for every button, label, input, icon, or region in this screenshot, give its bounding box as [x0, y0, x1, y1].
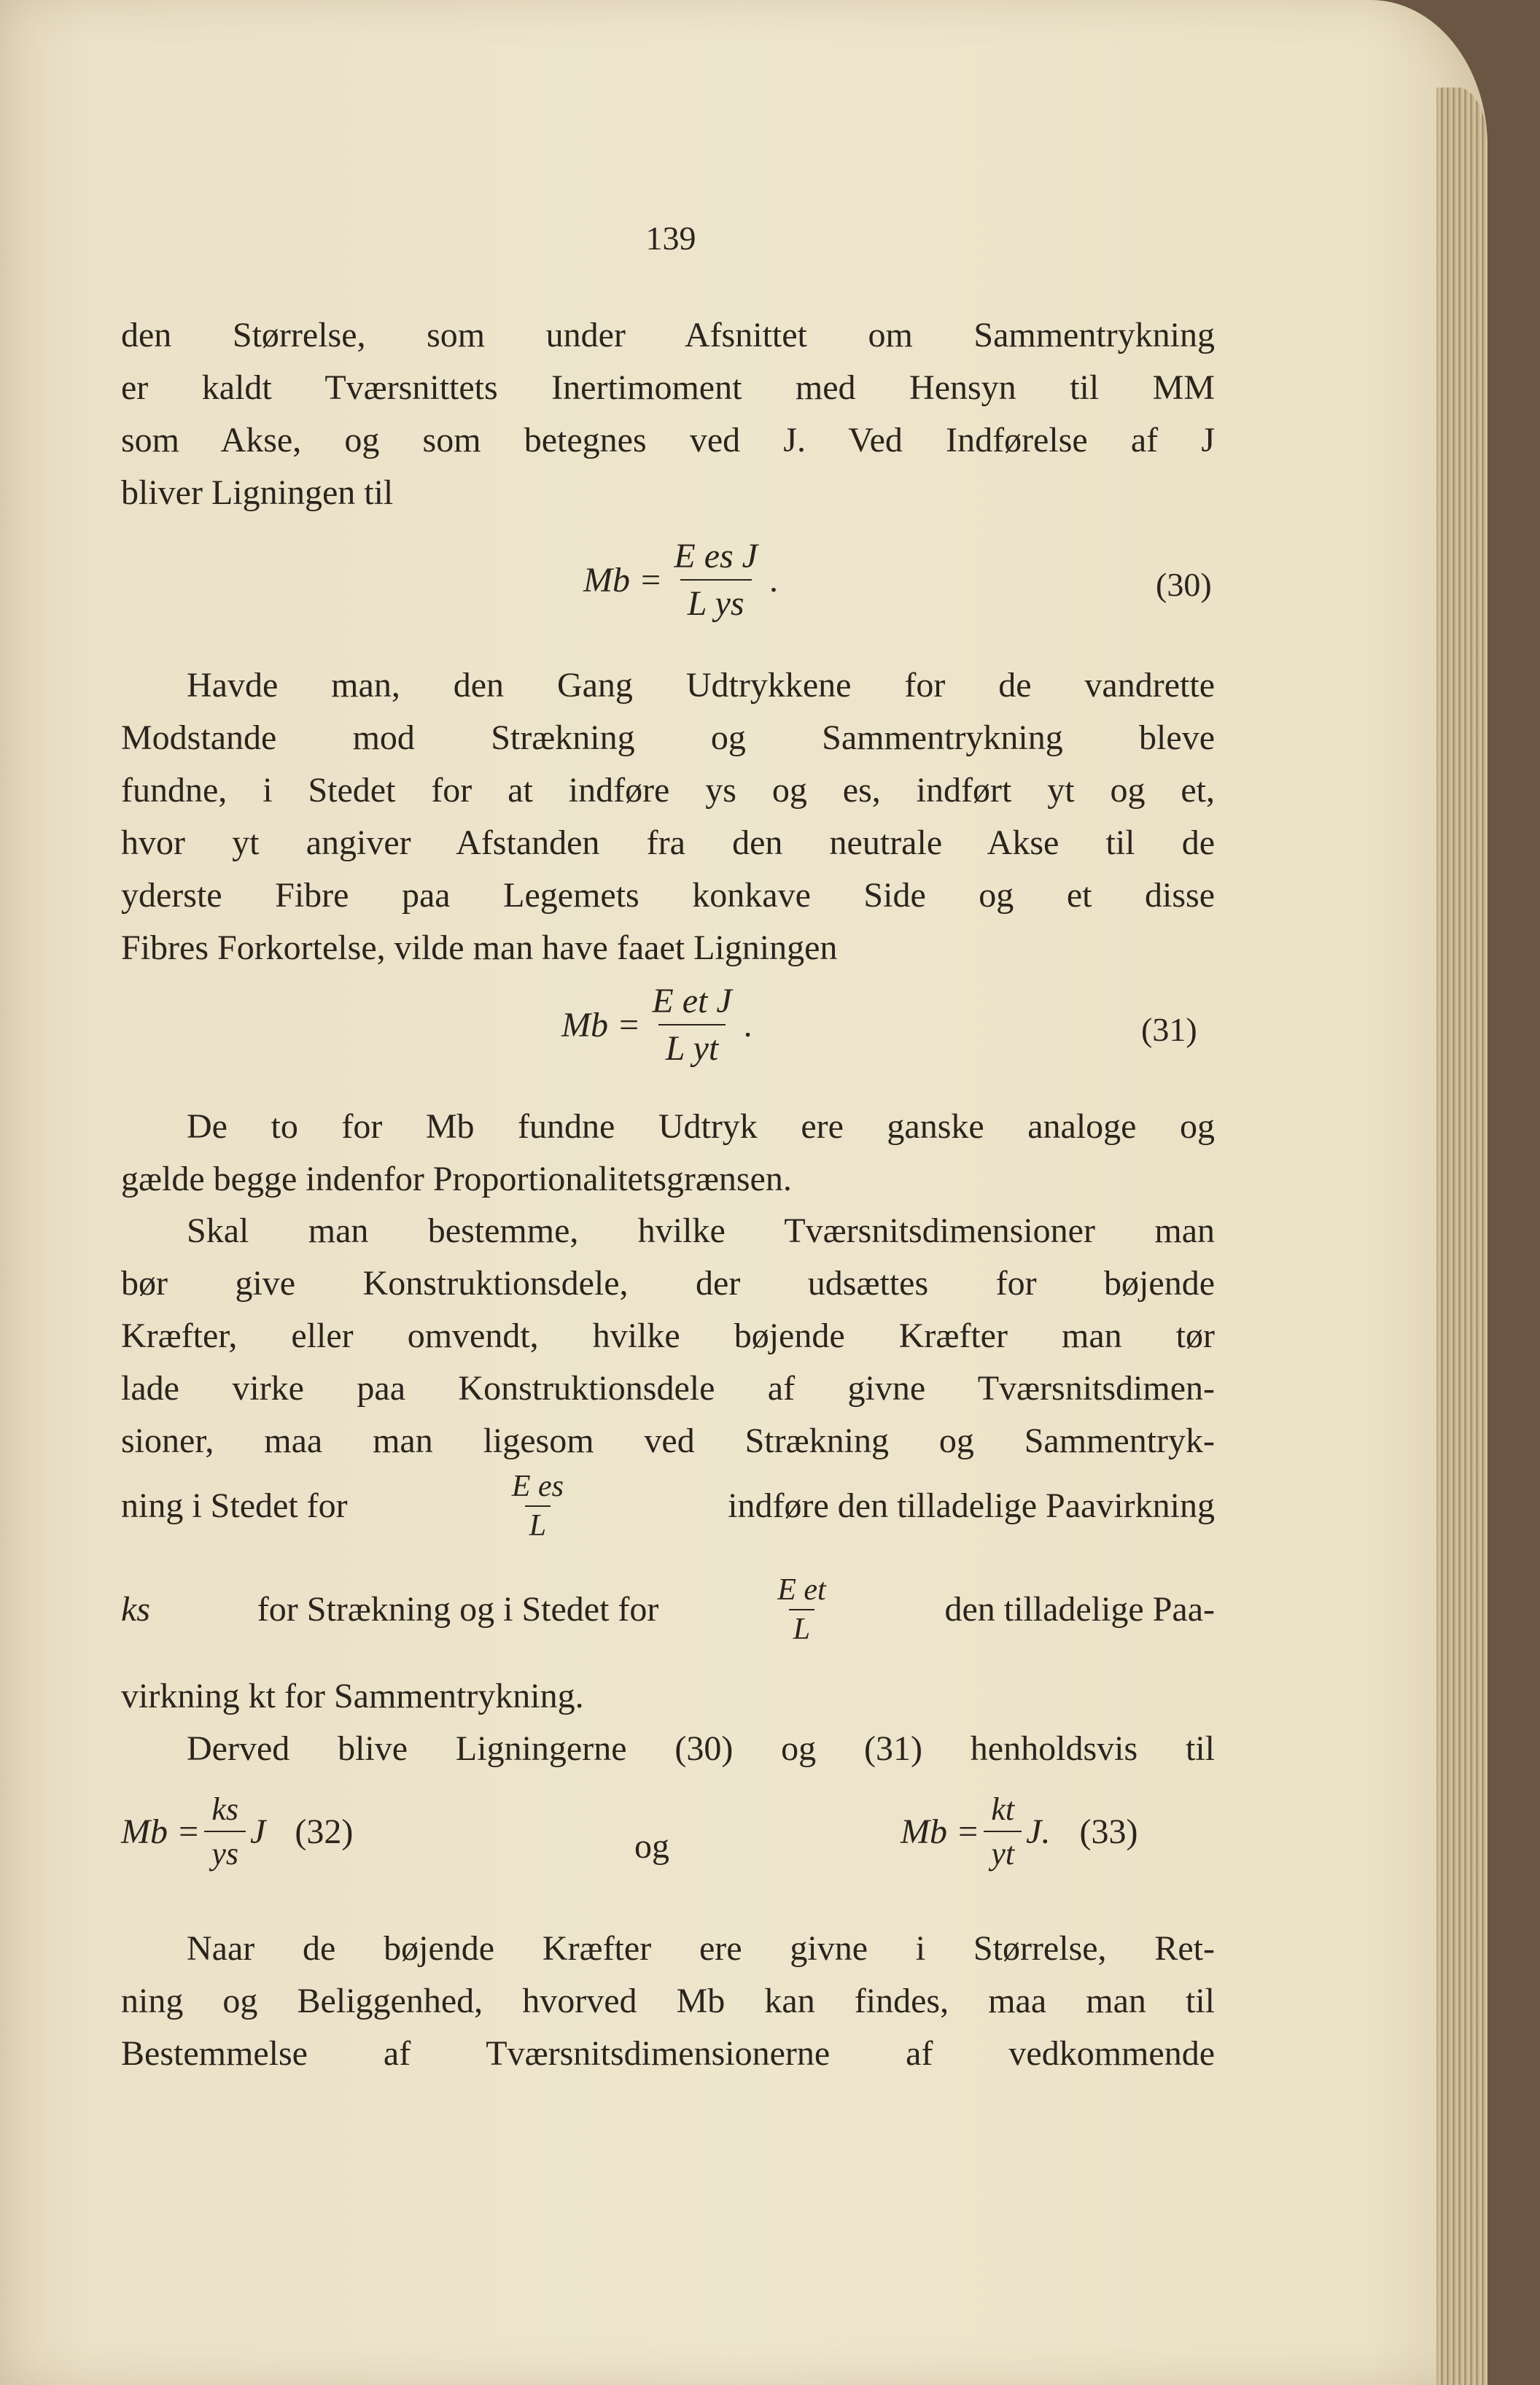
fraction-numerator: E es — [511, 1470, 564, 1503]
eq-tail: J — [250, 1812, 266, 1851]
text-segment: ks — [121, 1590, 150, 1629]
text-line: den Størrelse, som under Afsnittet om Sammentrykning — [121, 316, 1215, 354]
text-line: hvor yt angiver Afstanden fra den neutrale Akse til de — [121, 823, 1215, 862]
equation-30 — [583, 536, 778, 624]
text-segment: ning i Stedet for — [121, 1486, 348, 1525]
eq-numerator: kt — [991, 1791, 1015, 1827]
text-segment: for Strækning og i Stedet for — [257, 1590, 659, 1629]
text-line: virkning kt for Sammentrykning. — [121, 1677, 584, 1715]
equation-33 — [901, 1791, 1138, 1872]
eq-denominator: ys — [204, 1831, 246, 1872]
text-line: Modstande mod Strækning og Sammentrykning bleve — [121, 718, 1215, 757]
eq-numerator: E es J — [674, 537, 758, 575]
eq-lhs: Mb = — [901, 1812, 980, 1851]
text-line-with-fraction — [121, 1466, 1215, 1546]
eq-lhs: Mb = — [583, 560, 663, 600]
eq-tail: . — [743, 1005, 752, 1044]
text-line: Skal man bestemme, hvilke Tværsnitsdimensioner man — [187, 1211, 1215, 1250]
text-line: bør give Konstruktionsdele, der udsættes for bøjende — [121, 1264, 1215, 1303]
eq-fraction — [984, 1791, 1022, 1872]
equation-number: (32) — [295, 1812, 354, 1851]
inline-fraction — [508, 1469, 568, 1543]
text-line: Naar de bøjende Kræfter ere givne i Størrelse, Ret- — [187, 1929, 1215, 1968]
text-line: fundne, i Stedet for at indføre ys og es, indført yt og et, — [121, 771, 1215, 810]
eq-numerator: ks — [211, 1791, 239, 1827]
eq-denominator: yt — [984, 1831, 1022, 1872]
text-line: De to for Mb fundne Udtryk ere ganske analoge og — [187, 1107, 1215, 1146]
fraction-denominator: L — [789, 1609, 814, 1647]
eq-lhs: Mb = — [121, 1812, 201, 1851]
eq-fraction — [666, 536, 765, 624]
text-segment: indføre den tilladelige Paavirkning — [728, 1486, 1215, 1525]
eq-numerator: E et J — [652, 982, 732, 1020]
text-line: Havde man, den Gang Udtrykkene for de vandrette — [187, 666, 1215, 705]
eq-tail: J. — [1026, 1812, 1051, 1851]
text-line: ning og Beliggenhed, hvorved Mb kan findes, maa man til — [121, 1982, 1215, 2020]
equation-32 — [121, 1791, 353, 1872]
fraction-denominator: L — [525, 1505, 551, 1543]
equation-number: (31) — [1141, 1011, 1197, 1048]
text-line: yderste Fibre paa Legemets konkave Side og et disse — [121, 876, 1215, 915]
text-line: Kræfter, eller omvendt, hvilke bøjende Kræfter man tør — [121, 1316, 1215, 1355]
fraction-numerator: E et — [777, 1573, 826, 1607]
text-line: bliver Ligningen til — [121, 473, 394, 512]
eq-fraction — [204, 1791, 246, 1872]
eq-lhs: Mb = — [561, 1005, 641, 1044]
text-line: sioner, maa man ligesom ved Strækning og Sammentryk- — [121, 1422, 1215, 1460]
eq-tail: . — [769, 560, 778, 600]
text-line: lade virke paa Konstruktionsdele af givne Tværsnitsdimen- — [121, 1369, 1215, 1408]
inline-fraction — [773, 1572, 830, 1647]
text-line: gælde begge indenfor Proportionalitetsgrænsen. — [121, 1160, 792, 1198]
text-line-with-fraction — [121, 1570, 1215, 1650]
equation-number: (33) — [1079, 1812, 1138, 1851]
equation-31 — [561, 981, 752, 1069]
text-line: Fibres Forkortelse, vilde man have faaet Ligningen — [121, 928, 838, 967]
eq-fraction — [645, 981, 739, 1069]
connector-word: og — [634, 1827, 669, 1866]
page-edge — [1436, 88, 1488, 2385]
equation-number: (30) — [1156, 566, 1212, 603]
page-number: 139 — [645, 220, 696, 257]
text-segment: den tilladelige Paa- — [944, 1590, 1215, 1629]
text-line: Bestemmelse af Tværsnitsdimensionerne af vedkommende — [121, 2034, 1215, 2073]
eq-denominator: L ys — [680, 579, 752, 624]
text-line: Derved blive Ligningerne (30) og (31) henholdsvis til — [187, 1729, 1215, 1768]
eq-denominator: L yt — [658, 1024, 726, 1069]
text-line: som Akse, og som betegnes ved J. Ved Indførelse af J — [121, 421, 1215, 459]
text-line: er kaldt Tværsnittets Inertimoment med Hensyn til MM — [121, 368, 1215, 407]
